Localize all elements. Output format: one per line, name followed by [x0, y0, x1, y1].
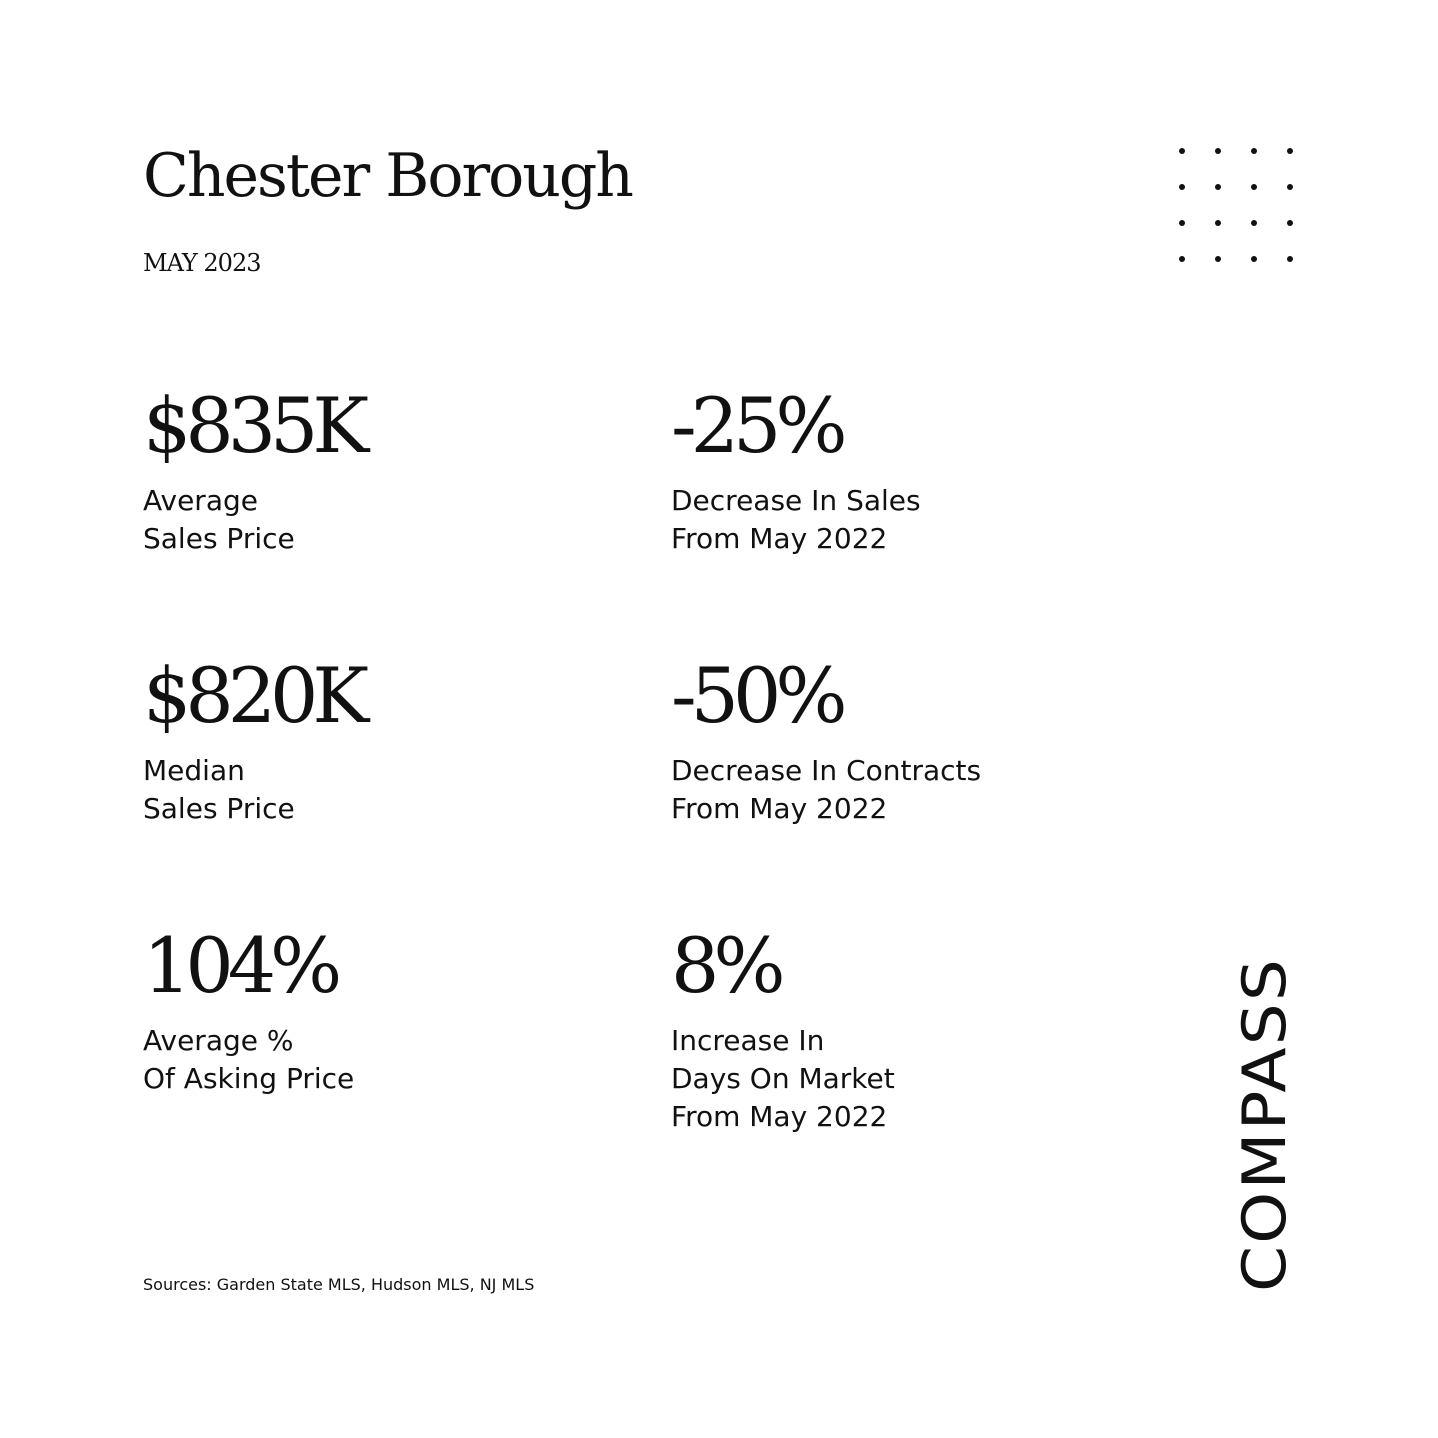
stat-value: -25%: [671, 381, 842, 470]
stat-days-on-market-change: [671, 921, 895, 1136]
stat-label-line: Decrease In Sales: [671, 484, 921, 517]
compass-logo: [1230, 950, 1300, 1300]
stat-label-line: Median: [143, 754, 245, 787]
stat-label-line: Decrease In Contracts: [671, 754, 982, 787]
compass-logo-text: COMPASS: [1230, 987, 1300, 1292]
stat-value: 8%: [671, 921, 780, 1010]
stat-label-line: From May 2022: [671, 522, 888, 555]
stat-value: $820K: [143, 651, 364, 740]
stat-label-line: From May 2022: [671, 792, 888, 825]
stat-asking-price-percent: [143, 921, 355, 1098]
stat-label: [671, 752, 981, 828]
sources-note: Sources: Garden State MLS, Hudson MLS, NJ MLS: [143, 1275, 535, 1294]
stat-median-sales-price: [143, 651, 364, 828]
report-date: MAY 2023: [143, 249, 261, 277]
dot-grid-icon: [1176, 145, 1296, 265]
stat-sales-change: [671, 381, 921, 558]
page-title: Chester Borough: [143, 141, 632, 211]
stat-label: [143, 1022, 354, 1098]
stat-contracts-change: [671, 651, 982, 828]
stat-label-line: From May 2022: [671, 1100, 888, 1133]
stat-label-line: Days On Market: [671, 1062, 895, 1095]
stat-label: [671, 1022, 895, 1136]
stat-average-sales-price: [143, 381, 364, 558]
stat-label-line: Sales Price: [143, 522, 295, 555]
stat-value: $835K: [143, 381, 364, 470]
stat-label-line: Of Asking Price: [143, 1062, 355, 1095]
stat-label: [671, 482, 921, 558]
stat-value: -50%: [671, 651, 842, 740]
stat-label-line: Average %: [143, 1024, 294, 1057]
stat-label-line: Increase In: [671, 1024, 825, 1057]
stat-label: [143, 482, 363, 558]
stat-value: 104%: [143, 921, 337, 1010]
stat-label-line: Sales Price: [143, 792, 295, 825]
stat-label-line: Average: [143, 484, 258, 517]
stat-label: [143, 752, 363, 828]
